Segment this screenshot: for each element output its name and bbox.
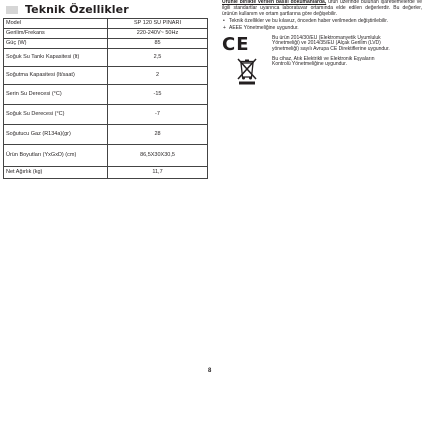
table-row: [4, 39, 208, 49]
ce-mark-icon: CE: [222, 33, 250, 55]
bullet-text: AEEE Yönetmeliğine uygundur.: [229, 24, 299, 31]
weee-compliance: [222, 57, 422, 85]
table-row: [4, 167, 208, 179]
spec-label: Soğuk Su Derecesi (°C): [4, 105, 108, 125]
page-number: 8: [208, 368, 212, 374]
spec-label: Serin Su Derecesi (°C): [4, 85, 108, 105]
table-row: [4, 145, 208, 167]
spec-label: Soğutucu Gaz (R134a)(gr): [4, 125, 108, 145]
specifications-table: [3, 18, 208, 179]
spec-value: SP 120 SU PINARI: [108, 19, 208, 29]
spec-label: Soğuk Su Tankı Kapasitesi (lt): [4, 49, 108, 67]
spec-value: 28: [108, 125, 208, 145]
ce-compliance: [222, 33, 422, 55]
spec-label: Ürün Boyutları (YxGxD) (cm): [4, 145, 108, 167]
bullet-mark: •: [223, 17, 225, 24]
table-row: [4, 49, 208, 67]
bullet-text: Teknik özellikler ve bu kılavuz, önceden haber verilmeden değiştirilebilir.: [229, 17, 388, 24]
section-heading: [6, 2, 129, 17]
section-title: Teknik Özellikler: [25, 3, 129, 16]
intro-text: ürün üzerinde bulunan işaretlemelerde ve ilgili standartlar uyarınca laboratuvar ortamında elde edilen değerlerdir. Bu değerler, ürünün kullanım ve ortam şartlarına göre değişebilir.: [222, 0, 422, 17]
table-row: [4, 105, 208, 125]
table-row: [4, 125, 208, 145]
list-item: [222, 26, 422, 32]
table-row: [4, 19, 208, 29]
notes-column: [222, 0, 422, 85]
spec-value: -7: [108, 105, 208, 125]
heading-marker: [6, 6, 18, 14]
spec-value: 2: [108, 67, 208, 85]
spec-label: Model: [4, 19, 108, 29]
table-row: [4, 67, 208, 85]
spec-value: 85: [108, 39, 208, 49]
spec-value: 86,5X30X30,5: [108, 145, 208, 167]
table-row: [4, 29, 208, 39]
spec-label: Net Ağırlık (kg): [4, 167, 108, 179]
spec-value: 2,5: [108, 49, 208, 67]
intro-heading: Ürünle birlikte verilen basılı dokümanlarda,: [222, 0, 327, 5]
weee-text: Bu cihaz, Atık Elektrikli ve Elektronik Eşyaların Kontrolü Yönetmeliğine uygundur.: [272, 55, 375, 68]
bullet-mark: +: [223, 24, 226, 31]
spec-value: 220-240V~ 50Hz: [108, 29, 208, 39]
spec-value: -15: [108, 85, 208, 105]
ce-text: Bu ürün 2014/30/EU (Elektromanyetik Uyumluluk Yönetmeliği) ve 2014/35/EU (Alçak Gerilim (LVD) yönetmeliği) sayılı Avrupa CE Direktiflerine uygundur.: [272, 34, 390, 53]
table-row: [4, 85, 208, 105]
crossed-out-wheelie-bin-icon: [222, 57, 272, 85]
spec-label: Gerilim/Frekans: [4, 29, 108, 39]
spec-label: Güç (W): [4, 39, 108, 49]
spec-label: Soğutma Kapasitesi (lt/saat): [4, 67, 108, 85]
intro-paragraph: [222, 0, 422, 18]
spec-value: 11,7: [108, 167, 208, 179]
